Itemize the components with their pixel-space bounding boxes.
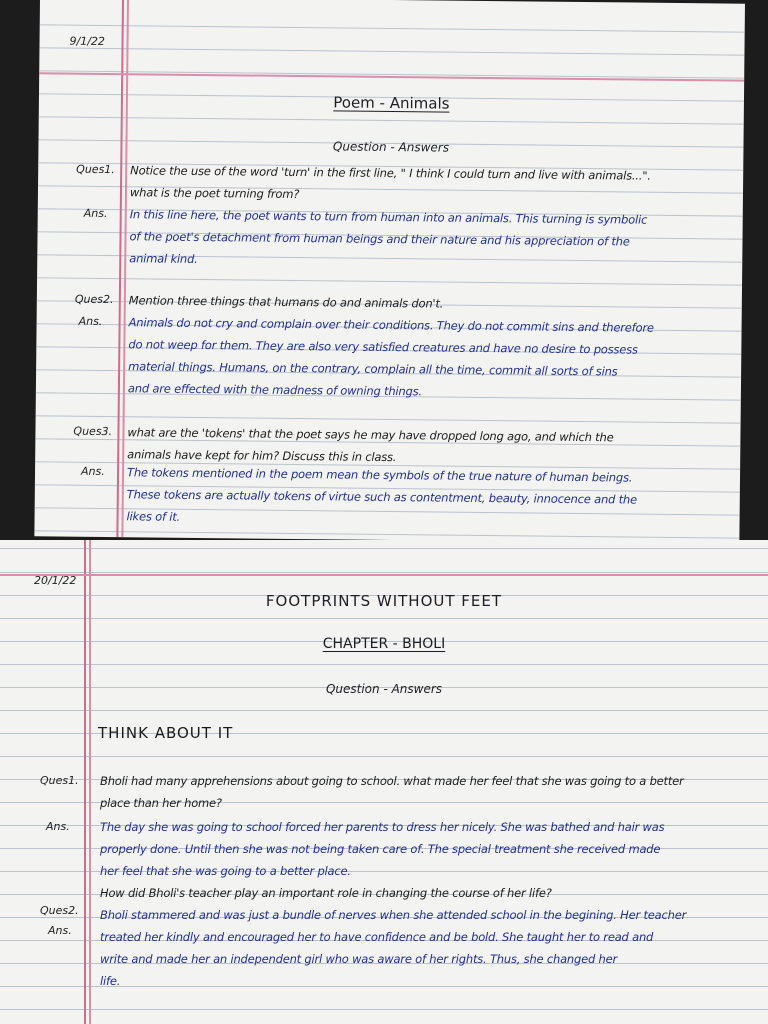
answer-line: material things. Humans, on the contrary, complain all the time, commit all sorts of sins [128,359,618,379]
question-line: what are the 'tokens' that the poet says he may have dropped long ago, and which the [127,425,614,445]
question-label: Ques2. [74,292,114,307]
answer-line: Animals do not cry and complain over their conditions. They do not commit sins and therefore [128,315,654,335]
answer-line: her feel that she was going to a better place. [100,864,351,878]
answer-line: Bholi stammered and was just a bundle of nerves when she attended school in the begining. Her teacher [100,908,687,922]
answer-text [128,311,654,404]
page-date: 20/1/22 [34,574,77,587]
question-label: Ques1. [40,774,79,787]
answer-line: write and made her an independent girl who was aware of her rights. Thus, she changed her [100,952,618,966]
question-line: Notice the use of the word 'turn' in the first line, " I think I could turn and live with animals...". [130,163,651,183]
question-label: Ques2. [40,904,79,917]
section-subtitle: Question - Answers [325,682,443,696]
answer-line: The tokens mentioned in the poem mean the symbols of the true nature of human beings. [126,465,633,485]
page-date: 9/1/22 [69,34,106,48]
question-line: Bholi had many apprehensions about going to school. what made her feel that she was going to a better [100,774,684,788]
answer-line: treated her kindly and encouraged her to have confidence and be bold. She taught her to read and [100,930,654,944]
answer-text [129,203,647,274]
question-text [130,159,651,208]
answer-text [100,816,760,882]
answer-line: In this line here, the poet wants to turn from human into an animals. This turning is symbolic [129,207,648,227]
question-line: Mention three things that humans do and animals don't. [128,293,444,311]
question-text [100,770,760,814]
margin-line [84,540,86,1024]
notebook-page-top [34,0,745,544]
poem-title-text: Poem - Animals [333,93,450,113]
answer-label: Ans. [83,206,108,221]
question-label: Ques3. [73,424,113,439]
book-title: FOOTPRINTS WITHOUT FEET [265,592,503,610]
section-subtitle: Question - Answers [332,139,450,155]
answer-line: likes of it. [126,509,181,524]
question-line: what is the poet turning from? [129,185,300,202]
answer-line: do not weep for them. They are also very satisfied creatures and have no desire to possess [128,337,638,357]
question-line: How did Bholi's teacher play an important role in changing the course of her life? [100,886,552,900]
poem-title [39,90,744,115]
answer-line: and are effected with the madness of owning things. [127,381,422,399]
chapter-title-text: CHAPTER - BHOLI [322,636,446,652]
notebook-page-bottom [0,540,768,1024]
section-heading: THINK ABOUT IT [98,724,234,742]
answer-text [100,904,760,992]
answer-line: These tokens are actually tokens of virtue such as contentment, beauty, innocence and the [126,487,637,507]
question-label: Ques1. [76,162,115,177]
header-line [39,72,744,81]
margin-line [116,0,124,537]
answer-line: properly done. Until then she was not being taken care of. The special treatment she received made [100,842,661,856]
answer-label: Ans. [80,464,105,479]
chapter-title [0,636,768,652]
answer-label: Ans. [46,820,70,833]
answer-line: of the poet's detachment from human beings and their nature and his appreciation of the [129,229,630,249]
answer-line: The day she was going to school forced her parents to dress her nicely. She was bathed and hair was [100,820,665,834]
question-line: place than her home? [100,796,222,810]
question-text [100,882,760,904]
answer-label: Ans. [78,314,103,328]
answer-line: life. [100,974,121,988]
answer-label: Ans. [48,924,72,937]
question-line: animals have kept for him? Discuss this in class. [127,447,397,465]
header-line [0,574,768,576]
answer-line: animal kind. [129,251,198,266]
answer-text [126,461,637,532]
